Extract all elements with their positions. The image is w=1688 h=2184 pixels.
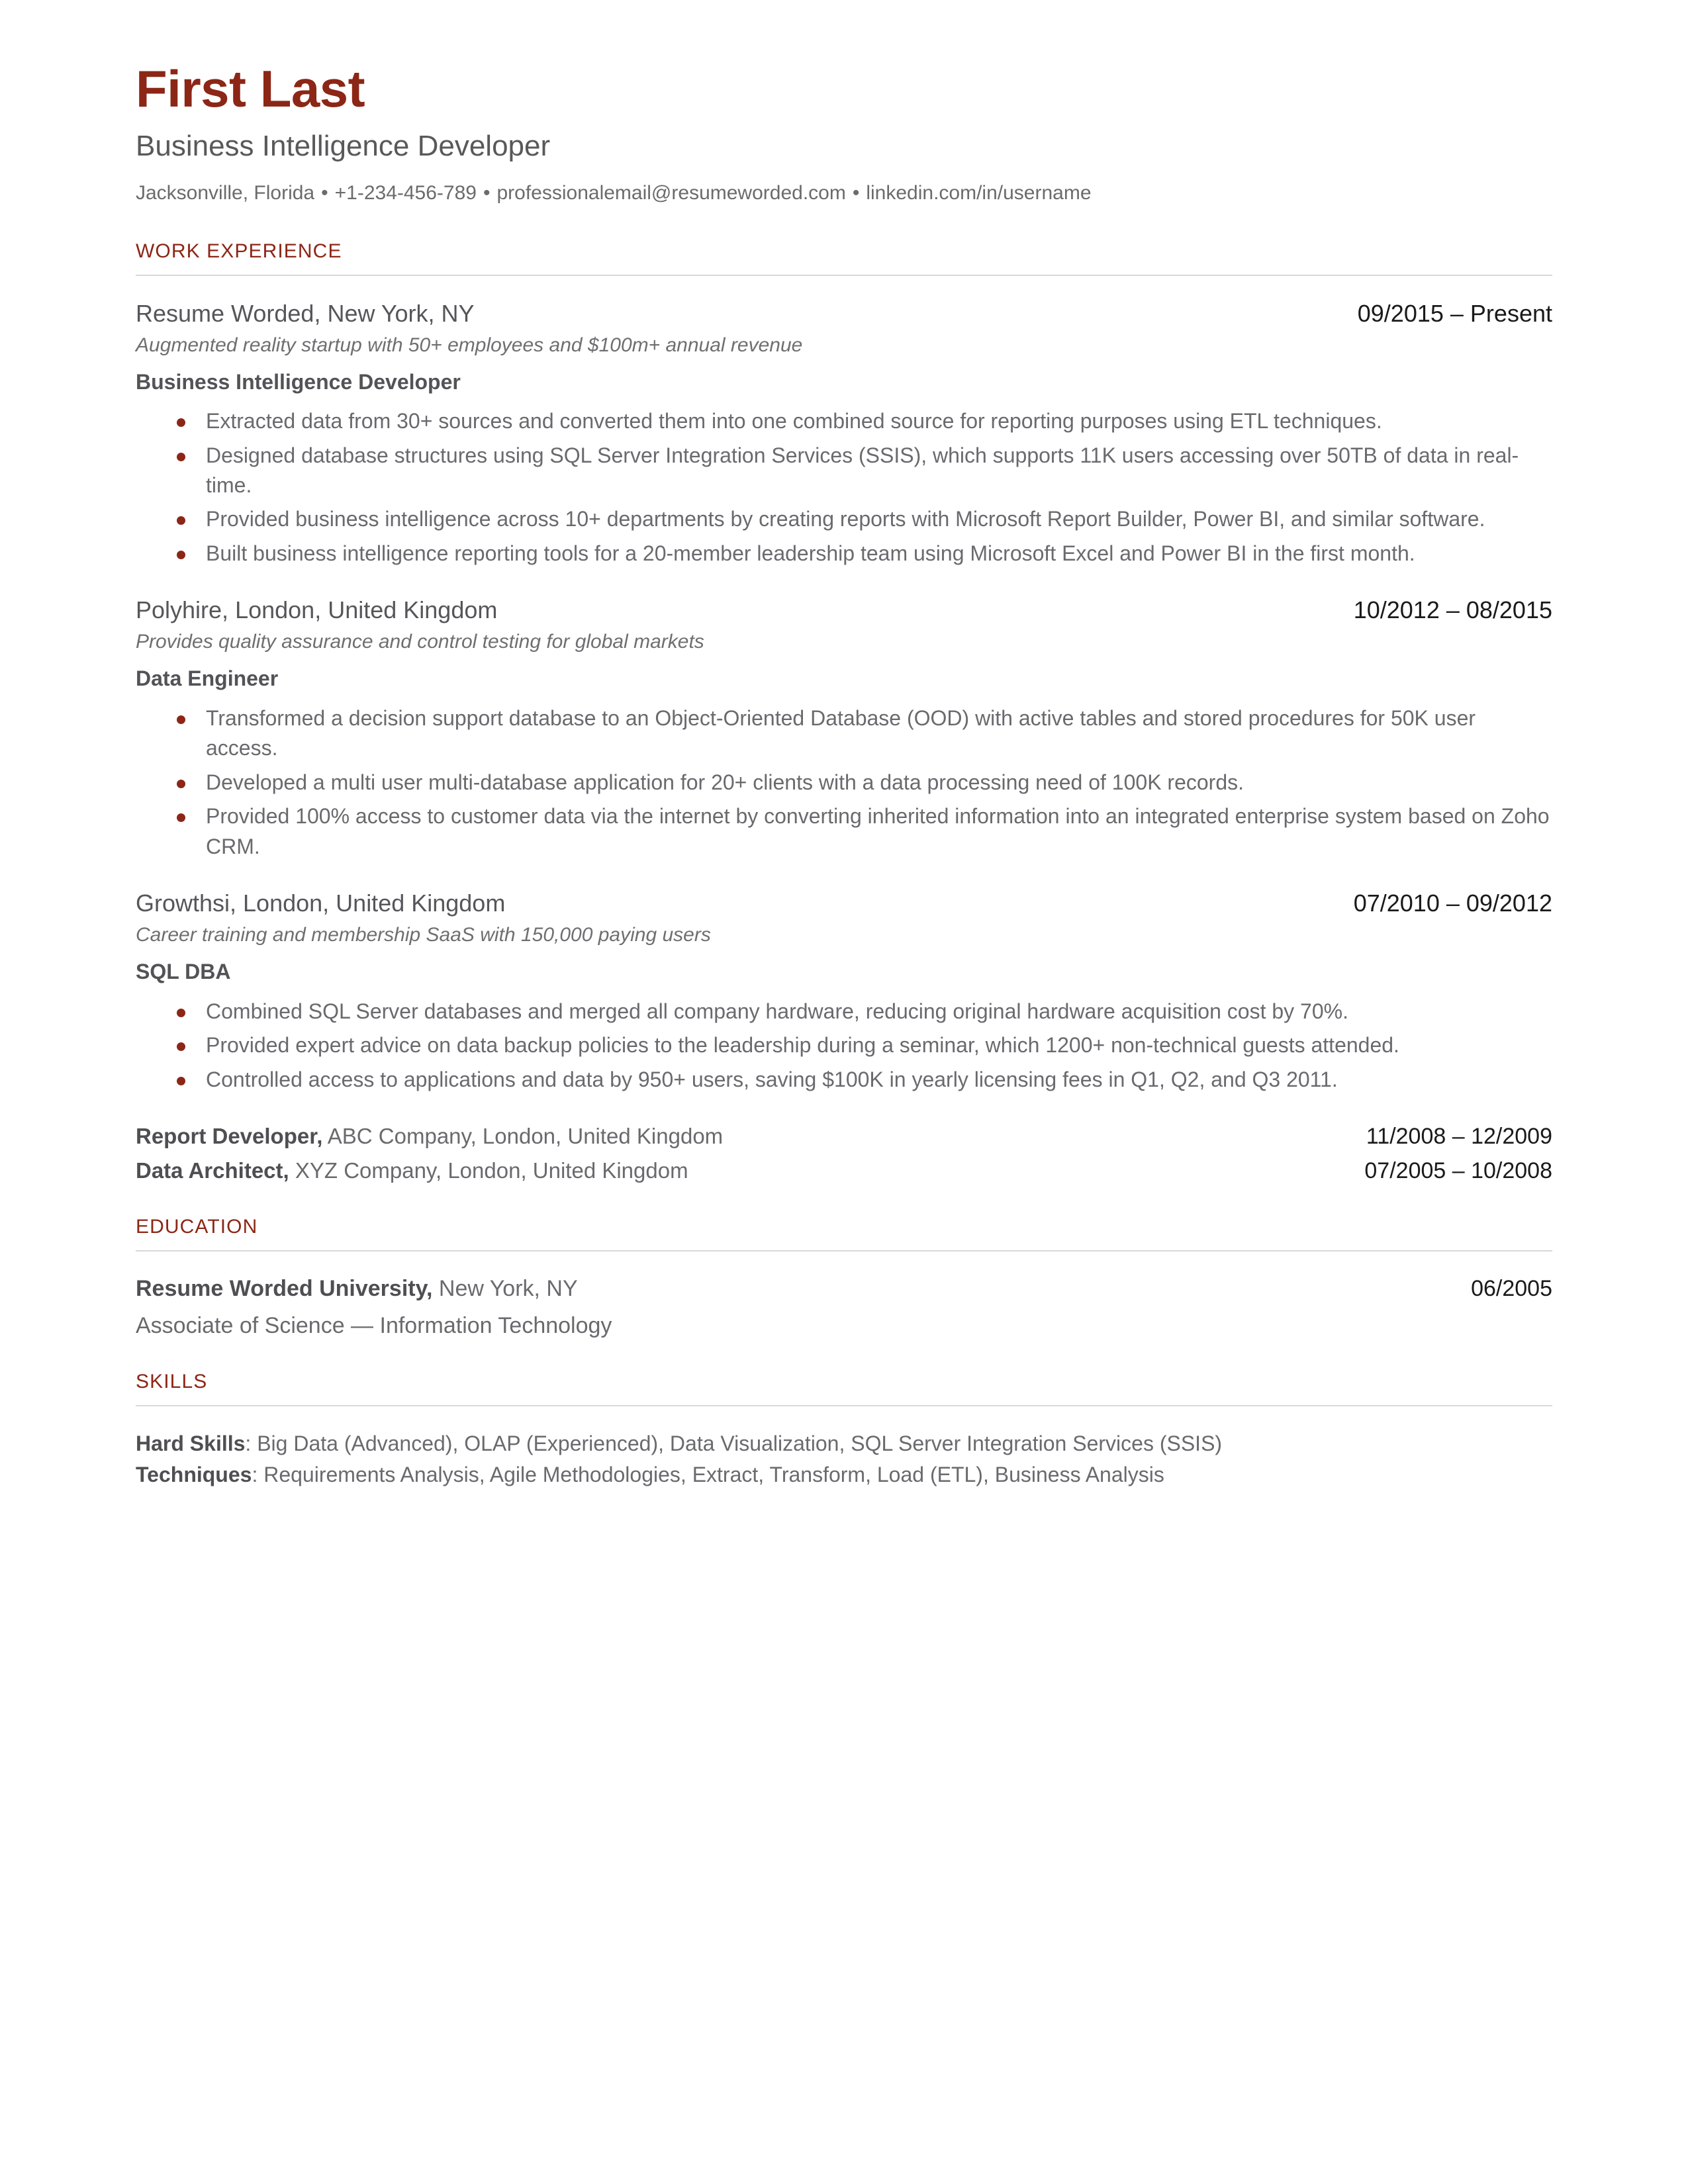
contact-location: Jacksonville, Florida: [136, 182, 315, 204]
job-bullet-list: [136, 997, 1552, 1095]
compact-role-entry: [136, 1121, 1552, 1153]
job-role-title: Data Engineer: [136, 666, 279, 691]
compact-role-dates: 11/2008 – 12/2009: [1366, 1123, 1552, 1149]
job-bullet: Developed a multi user multi-database application for 20+ clients with a data processing need of 100K records.: [136, 768, 1552, 797]
job-company-description: Career training and membership SaaS with 150,000 paying users: [136, 924, 711, 946]
education-degree: Associate of Science — Information Technology: [136, 1313, 612, 1339]
job-company-description: Provides quality assurance and control testing for global markets: [136, 631, 704, 653]
contact-separator-3: •: [852, 182, 860, 204]
candidate-job-title: Business Intelligence Developer: [136, 130, 551, 162]
section-divider-work: [136, 275, 1552, 276]
job-header-row: [136, 298, 1552, 328]
job-company-description: Augmented reality startup with 50+ employees and $100m+ annual revenue: [136, 334, 803, 356]
compact-role-title: Data Architect,: [136, 1158, 289, 1183]
compact-role-company: ABC Company, London, United Kingdom: [322, 1123, 724, 1148]
job-role-title: Business Intelligence Developer: [136, 369, 461, 394]
job-bullet: Combined SQL Server databases and merged all company hardware, reducing original hardware acquisition cost by 70%.: [136, 997, 1552, 1026]
job-company: Resume Worded, New York, NY: [136, 299, 475, 327]
job-bullet: Controlled access to applications and data by 950+ users, saving $100K in yearly licensing fees in Q1, Q2, and Q3 2011.: [136, 1065, 1552, 1095]
skill-line: [136, 1460, 1552, 1490]
skill-label: Techniques: [136, 1463, 252, 1487]
section-skills: [136, 1371, 1552, 1490]
education-school-name: Resume Worded University,: [136, 1276, 433, 1302]
job-entry: [136, 298, 1552, 569]
job-bullet-list: [136, 406, 1552, 569]
contact-separator-1: •: [321, 182, 328, 204]
contact-line: [136, 181, 1552, 206]
education-date: 06/2005: [1471, 1276, 1552, 1302]
section-heading-work: WORK EXPERIENCE: [136, 240, 342, 262]
section-heading-skills: SKILLS: [136, 1370, 208, 1392]
skill-label: Hard Skills: [136, 1431, 246, 1455]
contact-phone[interactable]: +1-234-456-789: [334, 182, 477, 204]
job-bullet: Provided expert advice on data backup policies to the leadership during a seminar, which 1200+ non-technical guests attended.: [136, 1030, 1552, 1060]
section-divider-skills: [136, 1405, 1552, 1406]
education-school-location: New York, NY: [432, 1276, 578, 1302]
job-bullet: Provided 100% access to customer data via the internet by converting inherited information into an integrated enterprise system based on Zoho CRM.: [136, 801, 1552, 862]
job-company: Growthsi, London, United Kingdom: [136, 889, 506, 917]
job-bullet: Provided business intelligence across 10+ departments by creating reports with Microsoft Report Builder, Power BI, and similar software.: [136, 504, 1552, 534]
compact-role-company: XYZ Company, London, United Kingdom: [289, 1158, 688, 1183]
job-bullet: Transformed a decision support database to an Object-Oriented Database (OOD) with active tables and stored procedures for 50K user access.: [136, 704, 1552, 764]
job-header-row: [136, 595, 1552, 625]
job-dates: 10/2012 – 08/2015: [1353, 596, 1552, 624]
job-bullet-list: [136, 704, 1552, 862]
job-bullet: Designed database structures using SQL Server Integration Services (SSIS), which supports 11K users accessing over 50TB of data in real-time.: [136, 441, 1552, 501]
skill-values: : Requirements Analysis, Agile Methodologies, Extract, Transform, Load (ETL), Business Analysis: [252, 1463, 1164, 1487]
job-entry: [136, 888, 1552, 1095]
skill-line: [136, 1429, 1552, 1459]
job-company: Polyhire, London, United Kingdom: [136, 596, 498, 624]
compact-role-text: [136, 1156, 688, 1186]
job-bullet: Built business intelligence reporting tools for a 20-member leadership team using Microsoft Excel and Power BI in the first month.: [136, 539, 1552, 569]
section-education: [136, 1216, 1552, 1342]
resume-header: [136, 60, 1552, 206]
compact-role-dates: 07/2005 – 10/2008: [1364, 1158, 1552, 1183]
compact-role-list: [136, 1121, 1552, 1187]
compact-role-entry: [136, 1156, 1552, 1187]
section-work-experience: [136, 240, 1552, 1187]
job-entry: [136, 595, 1552, 862]
job-role-title: SQL DBA: [136, 960, 231, 984]
compact-role-title: Report Developer,: [136, 1123, 323, 1148]
job-dates: 07/2010 – 09/2012: [1353, 889, 1552, 917]
job-dates: 09/2015 – Present: [1357, 299, 1552, 327]
section-heading-education: EDUCATION: [136, 1216, 258, 1238]
contact-email[interactable]: professionalemail@resumeworded.com: [496, 182, 846, 204]
job-header-row: [136, 888, 1552, 918]
job-bullet: Extracted data from 30+ sources and converted them into one combined source for reporting purposes using ETL techniques.: [136, 406, 1552, 436]
compact-role-text: [136, 1121, 723, 1152]
education-entry-row: [136, 1274, 1552, 1304]
contact-separator-2: •: [483, 182, 491, 204]
education-school: [136, 1274, 578, 1304]
candidate-name: First Last: [136, 60, 365, 118]
skill-values: : Big Data (Advanced), OLAP (Experienced), Data Visualization, SQL Server Integration Services (SSIS): [245, 1431, 1223, 1455]
section-divider-education: [136, 1250, 1552, 1251]
contact-linkedin[interactable]: linkedin.com/in/username: [866, 182, 1092, 204]
